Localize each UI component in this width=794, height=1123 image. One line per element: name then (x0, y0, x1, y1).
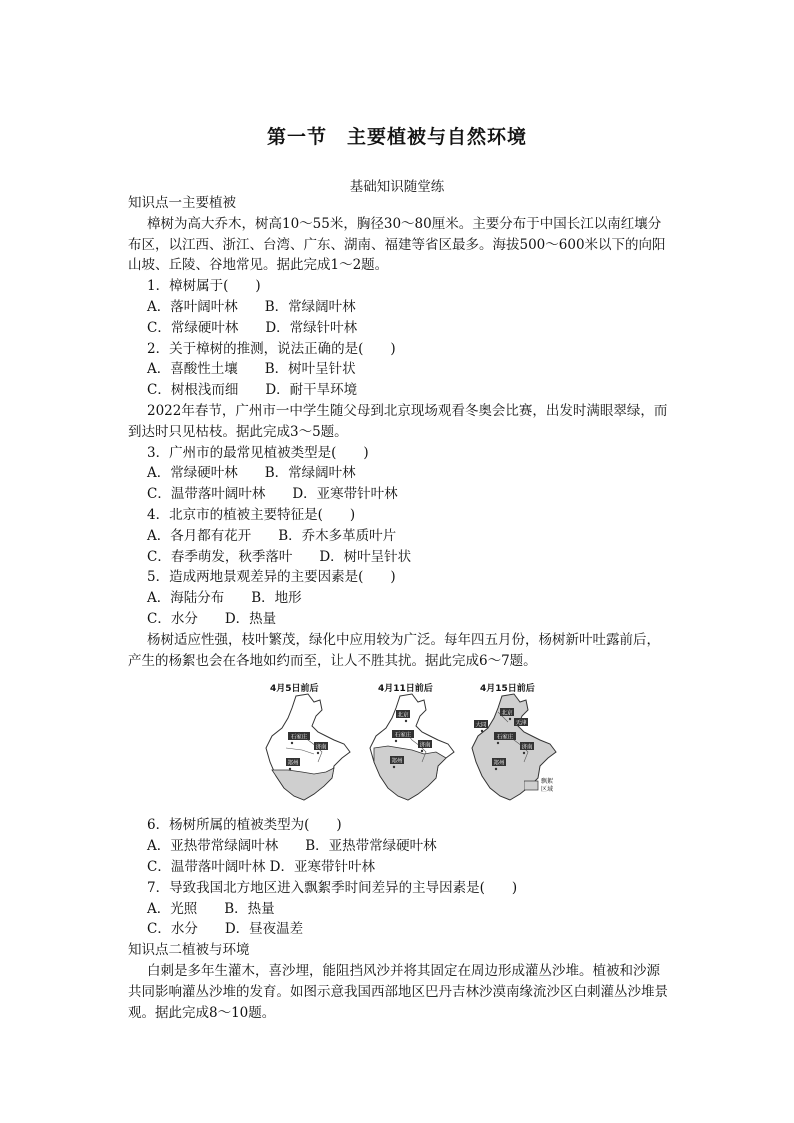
question-6: 6．杨树所属的植被类型为( ) (147, 817, 342, 834)
map-title-1: 4月5日前后 (270, 684, 319, 695)
page-title: 第一节 主要植被与自然环境 (266, 126, 527, 148)
section-subtitle: 基础知识随堂练 (349, 179, 445, 195)
map-3-label-4: 石家庄 (496, 734, 514, 741)
map-2-label-1: 北京 (397, 712, 409, 719)
question-7: 7．导致我国北方地区进入飘絮季时间差异的主导因素是( ) (147, 879, 518, 896)
map-2-label-3: 济南 (419, 742, 431, 749)
poplar-catkin-maps-figure (128, 679, 668, 809)
document-body (128, 193, 668, 1023)
map-3-label-3: 天津 (515, 720, 527, 727)
question-6-options-ab: A．亚热带常绿阔叶林 B．亚热带常绿硬叶林 (147, 838, 437, 855)
map-1-label-2: 济南 (315, 744, 327, 751)
question-7-options-cd: C．水分 D．昼夜温差 (147, 921, 304, 938)
question-3-options-cd: C．温带落叶阔叶林 D．亚寒带针叶林 (147, 486, 398, 503)
map-3-label-1: 大同 (475, 722, 487, 729)
question-4-options-cd: C．春季萌发，秋季落叶 D．树叶呈针状 (147, 548, 412, 565)
question-1: 1．樟树属于( ) (147, 278, 261, 295)
question-3-options-ab: A．常绿硬叶林 B．常绿阔叶林 (147, 465, 356, 482)
question-4-options-ab: A．各月都有花开 B．乔木多革质叶片 (147, 527, 397, 544)
passage-3: 杨树适应性强，枝叶繁茂，绿化中应用较为广泛。每年四五月份，杨树新叶吐露前后，产生的杨絮也会在各地如约而至，让人不胜其扰。据此完成6～7题。 (128, 631, 660, 669)
legend-label-1: 飘絮 (541, 778, 554, 786)
question-7-options-ab: A．光照 B．热量 (147, 900, 275, 917)
map-title-2: 4月11日前后 (378, 684, 433, 695)
map-2 (366, 692, 458, 804)
map-3-label-6: 郑州 (493, 760, 505, 767)
question-2-options-ab: A．喜酸性土壤 B．树叶呈针状 (147, 361, 356, 378)
section-heading-1: 知识点一主要植被 (128, 195, 236, 211)
question-5-options-cd: C．水分 D．热量 (147, 610, 277, 627)
map-1-label-3: 郑州 (287, 760, 299, 767)
section-heading-2: 知识点二植被与环境 (128, 942, 250, 959)
map-title-3: 4月15日前后 (480, 684, 535, 695)
question-2-options-cd: C．树根浅而细 D．耐干旱环境 (147, 382, 358, 399)
map-1-label-1: 石家庄 (290, 734, 308, 741)
question-1-options-cd: C．常绿硬叶林 D．常绿针叶林 (147, 319, 358, 336)
question-6-options-cd: C．温带落叶阔叶林 D．亚寒带针叶林 (147, 858, 375, 875)
question-2: 2．关于樟树的推测，说法正确的是( ) (147, 340, 396, 357)
map-3-label-5: 济南 (521, 744, 533, 751)
map-legend (524, 775, 564, 799)
map-2-label-4: 郑州 (391, 758, 403, 765)
question-5-options-ab: A．海陆分布 B．地形 (147, 590, 302, 607)
question-4: 4．北京市的植被主要特征是( ) (147, 506, 356, 523)
map-1 (262, 692, 354, 804)
passage-4: 白刺是多年生灌木，喜沙埋，能阻挡风沙并将其固定在周边形成灌丛沙堆。植被和沙源共同影响灌丛沙堆的发育。如图示意我国西部地区巴丹吉林沙漠南缘流沙区白刺灌丛沙堆景观。据此完成8～10题。 (128, 962, 668, 1021)
question-5: 5．造成两地景观差异的主要因素是( ) (147, 569, 396, 586)
passage-1: 樟树为高大乔木，树高10～55米，胸径30～80厘米。主要分布于中国长江以南红壤分布区，以江西、浙江、台湾、广东、湖南、福建等省区最多。海拔500～600米以下的向阳山坡、丘陵、谷地常见。据此完成1～2题。 (128, 215, 666, 274)
passage-2: 2022年春节，广州市一中学生随父母到北京现场观看冬奥会比赛，出发时满眼翠绿，而到达时只见枯枝。据此完成3～5题。 (128, 402, 668, 440)
map-2-label-2: 石家庄 (394, 732, 412, 739)
question-1-options-ab: A．落叶阔叶林 B．常绿阔叶林 (147, 298, 356, 315)
question-3: 3．广州市的最常见植被类型是( ) (147, 444, 369, 461)
legend-label-2: 区域 (541, 786, 554, 794)
map-3-label-2: 北京 (501, 710, 513, 717)
